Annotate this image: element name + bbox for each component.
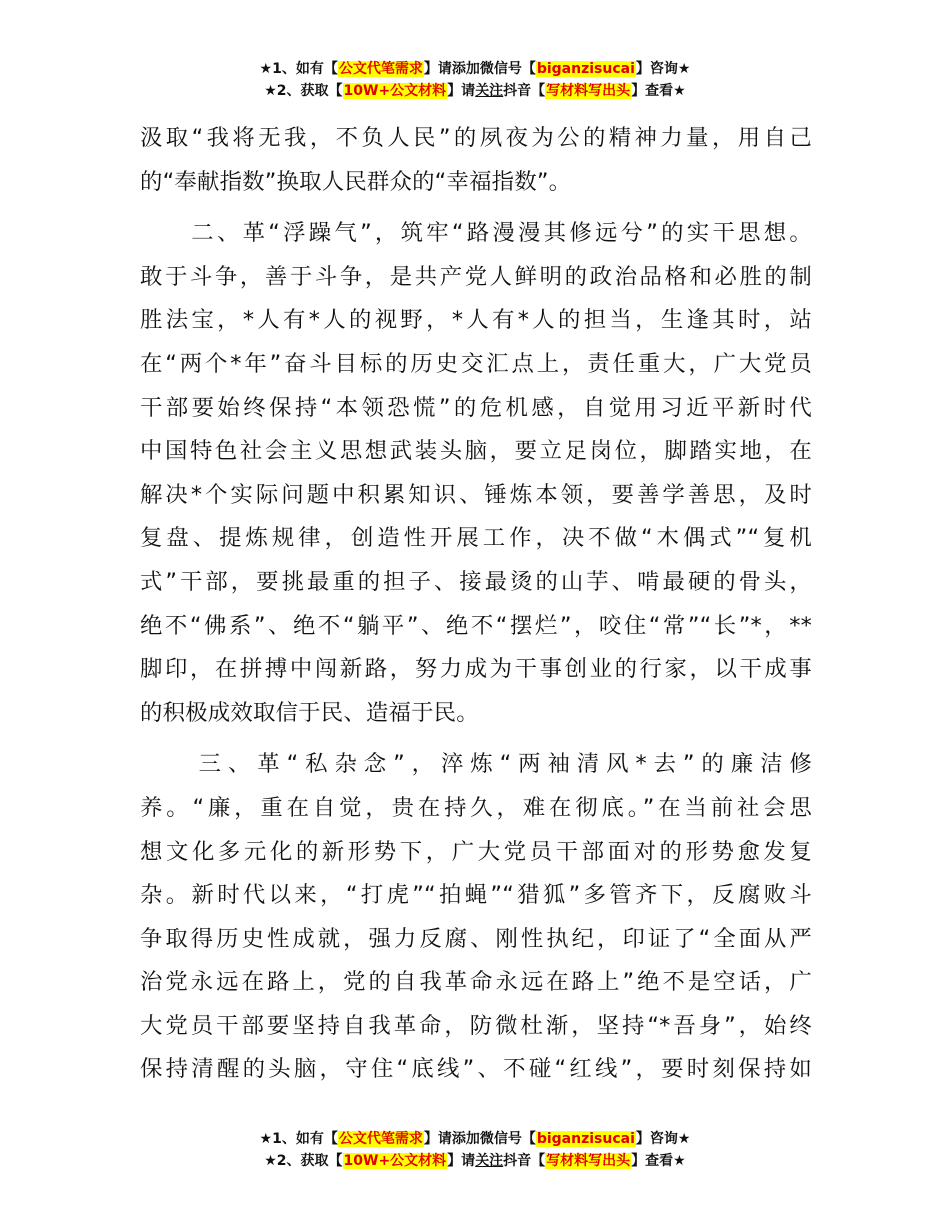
text-line: 胜法宝，*人有*人的视野，*人有*人的担当，生逢其时，站: [140, 307, 812, 334]
text-line: 脚印，在拼搏中闯新路，努力成为干事创业的行家，以干成事: [140, 656, 812, 683]
banner-text: 】查看★: [631, 1153, 686, 1169]
text-line: 大党员干部要坚持自我革命，防微杜渐，坚持“*吾身”，始终: [140, 1012, 812, 1039]
paragraph-2: [140, 212, 812, 735]
text-line: 汲取“我将无我，不负人民”的夙夜为公的精神力量，用自己: [140, 125, 812, 151]
banner-text: ★1、如有【: [259, 61, 338, 77]
text-line: 治党永远在路上，党的自我革命永远在路上”绝不是空话，广: [140, 969, 812, 996]
highlight-materials: 10W+公文材料: [343, 83, 447, 99]
document-body: [140, 117, 812, 1092]
text-line: 争取得历史性成就，强力反腐、刚性执纪，印证了“全面从严: [140, 925, 812, 952]
banner-text: 】咨询★: [635, 61, 691, 77]
banner-emphasis: 添加: [451, 1131, 480, 1147]
banner-line-1: [0, 58, 950, 80]
footer-banner: [0, 1128, 950, 1172]
highlight-douyin-id: 写材料写出头: [546, 1153, 631, 1169]
banner-text: 】咨询★: [635, 1131, 691, 1147]
banner-text: 】请: [423, 61, 452, 77]
banner-text: ★2、获取【: [264, 1153, 343, 1169]
highlight-materials: 10W+公文材料: [343, 1153, 447, 1169]
banner-text: ★2、获取【: [264, 83, 343, 99]
banner-emphasis: 关注: [475, 83, 504, 99]
highlight-douyin-id: 写材料写出头: [546, 83, 631, 99]
text-line: 杂。新时代以来，“打虎”“拍蝇”“猎狐”多管齐下，反腐败斗: [140, 882, 812, 909]
text-line: 式”干部，要挑最重的担子、接最烫的山芋、啃最硬的骨头，: [140, 568, 812, 595]
text-line: 复盘、提炼规律，创造性开展工作，决不做“木偶式”“复机: [140, 525, 812, 552]
banner-emphasis: 关注: [475, 1153, 504, 1169]
banner-text: 】查看★: [631, 83, 686, 99]
banner-text: 】请: [447, 83, 476, 99]
banner-line-1: [0, 1128, 950, 1150]
banner-text: 】请: [447, 1153, 476, 1169]
highlight-wechat-id: biganzisucai: [536, 1131, 635, 1147]
text-line: 中国特色社会主义思想武装头脑，要立足岗位，脚踏实地，在: [140, 438, 812, 465]
banner-text: 抖音【: [503, 1153, 546, 1169]
text-line: 保持清醒的头脑，守住“底线”、不碰“红线”，要时刻保持如: [140, 1056, 812, 1083]
text-line: 敢于斗争，善于斗争，是共产党人鲜明的政治品格和必胜的制: [140, 263, 812, 290]
paragraph-3: [140, 743, 812, 1092]
banner-emphasis: 添加: [451, 61, 480, 77]
banner-line-2: [0, 1150, 950, 1172]
section-heading-line: 三、革“私杂念”，淬炼“两袖清风*去”的廉洁修: [140, 751, 812, 778]
text-line: 养。“廉，重在自觉，贵在持久，难在彻底。”在当前社会思: [140, 794, 812, 821]
header-banner: [0, 58, 950, 102]
text-line: 解决*个实际问题中积累知识、锤炼本领，要善学善思，及时: [140, 481, 812, 508]
highlight-wechat-id: biganzisucai: [536, 61, 635, 77]
section-heading-line: 二、革“浮躁气”，筑牢“路漫漫其修远兮”的实干思想。: [140, 220, 812, 247]
text-line: 的积极成效取信于民、造福于民。: [140, 699, 479, 726]
banner-text: 微信号【: [479, 1131, 536, 1147]
text-line: 在“两个*年”奋斗目标的历史交汇点上，责任重大，广大党员: [140, 350, 812, 377]
banner-text: ★1、如有【: [259, 1131, 338, 1147]
highlight-service: 公文代笔需求: [338, 61, 423, 77]
text-line: 的“奉献指数”换取人民群众的“幸福指数”。: [140, 168, 572, 195]
banner-text: 抖音【: [503, 83, 546, 99]
paragraph-1: [140, 117, 812, 204]
highlight-service: 公文代笔需求: [338, 1131, 423, 1147]
text-line: 绝不“佛系”、绝不“躺平”、绝不“摆烂”，咬住“常”“长”*，**: [140, 612, 812, 639]
text-line: 干部要始终保持“本领恐慌”的危机感，自觉用习近平新时代: [140, 394, 812, 421]
banner-text: 】请: [423, 1131, 452, 1147]
banner-line-2: [0, 80, 950, 102]
banner-text: 微信号【: [479, 61, 536, 77]
text-line: 想文化多元化的新形势下，广大党员干部面对的形势愈发复: [140, 838, 812, 865]
